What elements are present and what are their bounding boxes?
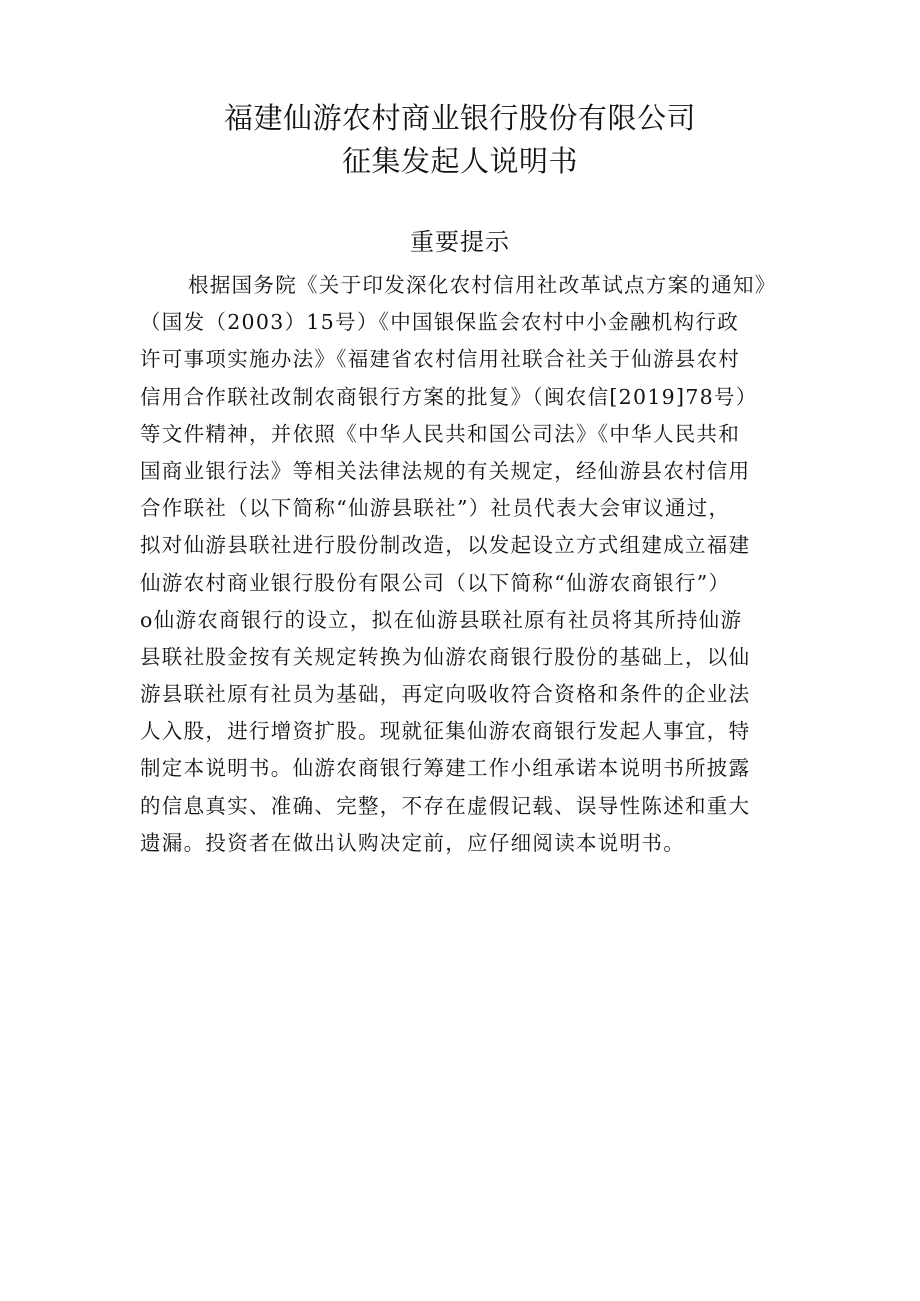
paragraph-line: 游县联社原有社员为基础，再定向吸收符合资格和条件的企业法 (140, 682, 751, 707)
paragraph-line: 等文件精神，并依照《中华人民共和国公司法》《中华人民共和 (140, 421, 741, 446)
section-heading-important-notice: 重要提示 (410, 228, 510, 256)
paragraph-line: 县联社股金按有关规定转换为仙游农商银行股份的基础上，以仙 (140, 644, 751, 669)
paragraph-line: 制定本说明书。仙游农商银行筹建工作小组承诺本说明书所披露 (140, 756, 751, 781)
paragraph-line: 合作联社（以下简称“仙游县联社”）社员代表大会审议通过， (140, 496, 731, 521)
paragraph-line: 仙游农村商业银行股份有限公司（以下简称“仙游农商银行”） (140, 570, 731, 595)
paragraph-line: 遗漏。投资者在做出认购决定前，应仔细阅读本说明书。 (140, 830, 685, 855)
paragraph-line: 人入股，进行增资扩股。现就征集仙游农商银行发起人事宜，特 (140, 719, 751, 744)
document-title: 福建仙游农村商业银行股份有限公司 (223, 101, 696, 135)
paragraph-line: 拟对仙游县联社进行股份制改造，以发起设立方式组建成立福建 (140, 533, 751, 558)
paragraph-line: （国发（2003）15号）《中国银保监会农村中小金融机构行政 (140, 310, 740, 335)
paragraph-line: 国商业银行法》等相关法律法规的有关规定，经仙游县农村信用 (140, 458, 751, 483)
paragraph-line: 的信息真实、准确、完整，不存在虚假记载、误导性陈述和重大 (140, 793, 751, 818)
paragraph-line: 许可事项实施办法》《福建省农村信用社联合社关于仙游县农村 (140, 347, 741, 372)
paragraph-line: 信用合作联社改制农商银行方案的批复》（闽农信[2019]78号） (140, 384, 758, 409)
paragraph-line: 根据国务院《关于印发深化农村信用社改革试点方案的通知》 (188, 273, 777, 297)
document-subtitle: 征集发起人说明书 (341, 144, 578, 178)
paragraph-line: o仙游农商银行的设立，拟在仙游县联社原有社员将其所持仙游 (140, 607, 743, 632)
important-notice-paragraph (140, 267, 785, 862)
